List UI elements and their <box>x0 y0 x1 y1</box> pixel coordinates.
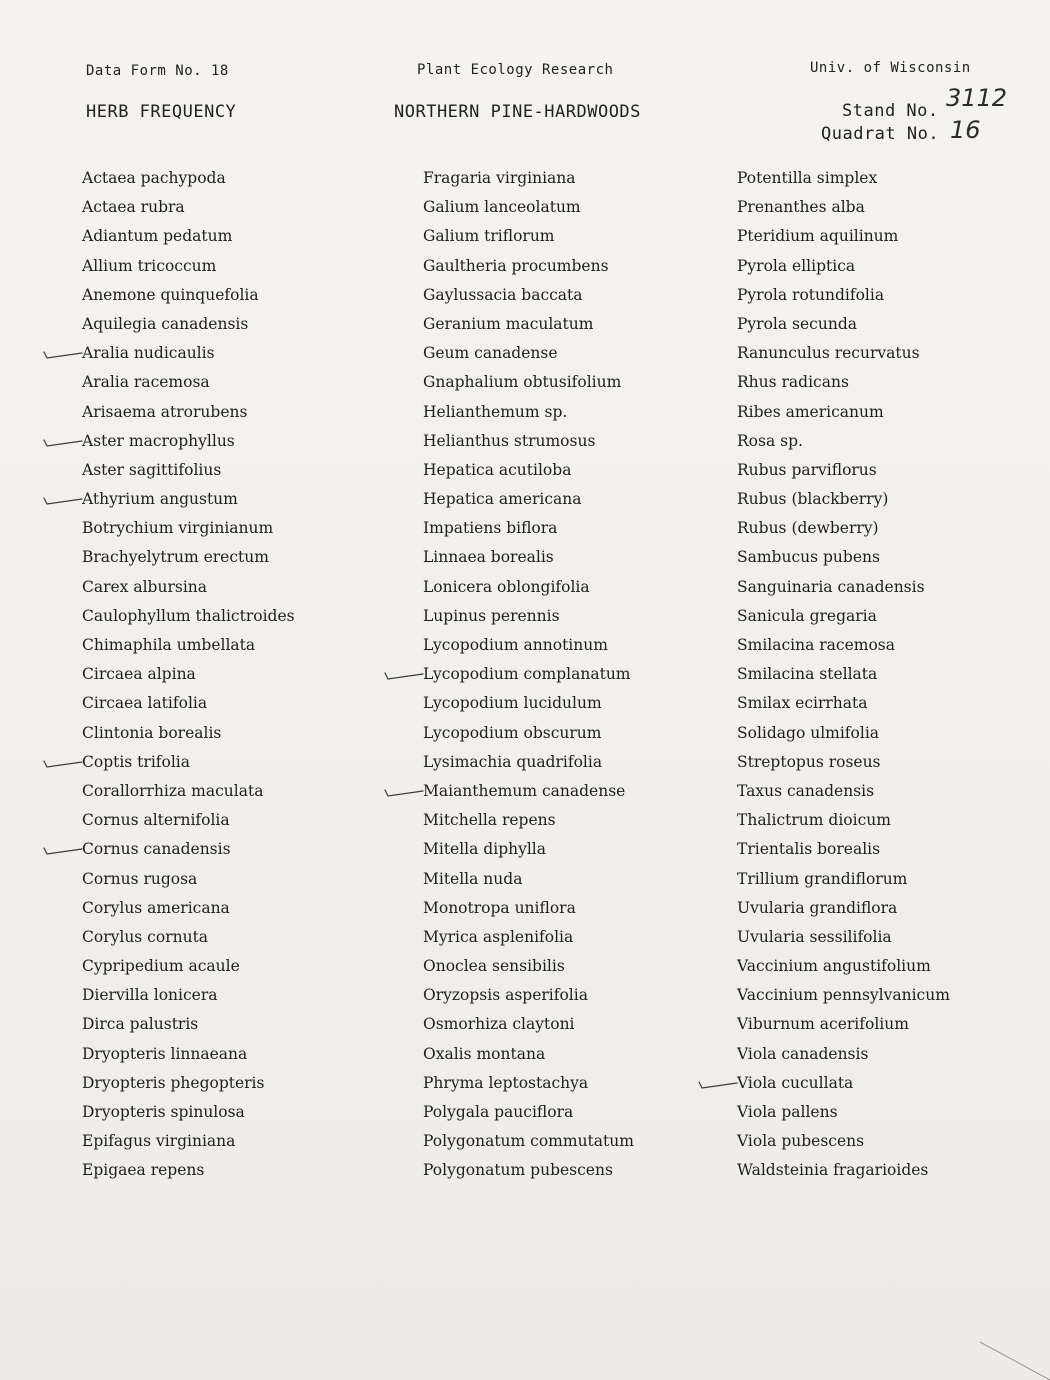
species-row <box>423 573 634 602</box>
species-name: Viola pubescens <box>737 1132 865 1151</box>
species-row <box>737 602 950 631</box>
species-name: Trillium grandiflorum <box>737 869 908 888</box>
species-row <box>423 1156 634 1185</box>
species-row <box>423 660 634 689</box>
species-row <box>737 222 950 251</box>
species-name: Carex albursina <box>82 577 207 596</box>
species-name: Uvularia grandiflora <box>737 898 898 917</box>
species-name: Rubus parviflorus <box>737 460 877 479</box>
species-row <box>82 865 295 894</box>
species-row <box>82 1040 295 1069</box>
species-row <box>737 1040 950 1069</box>
species-name: Lonicera oblongifolia <box>423 577 590 596</box>
species-name: Dryopteris linnaeana <box>82 1044 248 1063</box>
species-name: Vaccinium angustifolium <box>737 957 931 976</box>
species-name: Pyrola secunda <box>737 314 857 333</box>
species-row <box>82 310 295 339</box>
species-row <box>423 835 634 864</box>
species-row <box>82 952 295 981</box>
species-name: Epifagus virginiana <box>82 1132 236 1151</box>
species-name: Myrica asplenifolia <box>423 927 574 946</box>
species-name: Aster sagittifolius <box>82 460 222 479</box>
stand-number-handwritten: 3112 <box>946 84 1008 112</box>
species-row <box>737 252 950 281</box>
species-name: Epigaea repens <box>82 1161 205 1180</box>
species-row <box>82 398 295 427</box>
species-name: Polygonatum pubescens <box>423 1161 613 1180</box>
page-corner-crease <box>960 1320 1050 1380</box>
species-name: Sambucus pubens <box>737 548 880 567</box>
species-name: Polygala pauciflora <box>423 1103 574 1121</box>
species-row <box>737 806 950 835</box>
species-row <box>423 222 634 251</box>
species-row <box>423 806 634 835</box>
species-name: Potentilla simplex <box>737 169 878 187</box>
species-name: Smilax ecirrhata <box>737 694 868 713</box>
species-name: Galium triflorum <box>423 227 555 246</box>
species-row <box>423 368 634 397</box>
species-row <box>737 485 950 514</box>
species-name: Onoclea sensibilis <box>423 957 565 976</box>
species-row <box>423 952 634 981</box>
species-row <box>82 748 295 777</box>
form-number: Data Form No. 18 <box>86 63 229 79</box>
species-name: Diervilla lonicera <box>82 986 218 1005</box>
species-name: Fragaria virginiana <box>423 169 576 187</box>
species-name: Lupinus perennis <box>423 606 560 625</box>
species-row <box>82 222 295 251</box>
species-row <box>82 806 295 835</box>
species-row <box>423 398 634 427</box>
species-row <box>423 923 634 952</box>
species-row <box>737 660 950 689</box>
species-name: Viola cucullata <box>737 1073 854 1092</box>
species-name: Lycopodium lucidulum <box>423 694 602 713</box>
species-row <box>82 485 295 514</box>
species-name: Corylus cornuta <box>82 927 209 946</box>
species-row <box>737 1098 950 1127</box>
species-row <box>423 310 634 339</box>
species-name: Coptis trifolia <box>82 752 191 771</box>
species-row <box>737 368 950 397</box>
species-row <box>423 164 634 193</box>
checkmark-icon <box>383 784 425 798</box>
organization: Plant Ecology Research <box>417 62 614 78</box>
checkmark-icon <box>42 492 84 506</box>
species-row <box>82 1156 295 1185</box>
species-name: Oxalis montana <box>423 1044 546 1063</box>
species-row <box>82 719 295 748</box>
checkmark-icon <box>42 346 84 360</box>
species-name: Caulophyllum thalictroides <box>82 606 295 625</box>
species-name: Geranium maculatum <box>423 314 594 333</box>
stand-label: Stand No. <box>842 101 939 121</box>
species-row <box>737 427 950 456</box>
species-name: Arisaema atrorubens <box>82 402 248 421</box>
species-row <box>423 1069 634 1098</box>
species-column-3 <box>737 164 950 1186</box>
species-row <box>82 543 295 572</box>
species-row <box>737 952 950 981</box>
species-row <box>737 1156 950 1185</box>
species-row <box>423 1040 634 1069</box>
checkmark-icon <box>383 667 425 681</box>
species-name: Corallorrhiza maculata <box>82 781 264 800</box>
quadrat-number-handwritten: 16 <box>950 116 981 144</box>
species-row <box>82 1010 295 1039</box>
species-row <box>423 252 634 281</box>
species-name: Linnaea borealis <box>423 548 554 567</box>
species-name: Sanguinaria canadensis <box>737 577 925 596</box>
species-name: Pteridium aquilinum <box>737 227 899 246</box>
species-name: Pyrola elliptica <box>737 256 856 275</box>
species-name: Cornus alternifolia <box>82 811 230 830</box>
species-row <box>737 777 950 806</box>
species-row <box>423 1010 634 1039</box>
species-row <box>82 164 295 193</box>
species-name: Ribes americanum <box>737 402 884 421</box>
species-row <box>82 631 295 660</box>
species-row <box>82 835 295 864</box>
species-row <box>82 252 295 281</box>
species-row <box>82 777 295 806</box>
species-row <box>737 573 950 602</box>
species-row <box>82 193 295 222</box>
species-row <box>737 748 950 777</box>
species-name: Smilacina racemosa <box>737 636 895 654</box>
university: Univ. of Wisconsin <box>810 60 971 76</box>
species-row <box>423 748 634 777</box>
species-row <box>737 631 950 660</box>
species-name: Gaultheria procumbens <box>423 256 609 275</box>
species-name: Osmorhiza claytoni <box>423 1015 575 1034</box>
species-name: Hepatica americana <box>423 490 582 509</box>
species-name: Rubus (blackberry) <box>737 490 889 509</box>
quadrat-label: Quadrat No. <box>821 124 940 144</box>
species-name: Viola pallens <box>737 1103 838 1121</box>
species-row <box>82 368 295 397</box>
species-row <box>82 1069 295 1098</box>
species-row <box>737 923 950 952</box>
species-row <box>423 514 634 543</box>
species-row <box>737 1010 950 1039</box>
species-row <box>737 164 950 193</box>
species-row <box>737 339 950 368</box>
species-row <box>423 894 634 923</box>
species-row <box>737 1127 950 1156</box>
species-row <box>82 427 295 456</box>
species-name: Mitella nuda <box>423 869 523 888</box>
species-name: Lysimachia quadrifolia <box>423 752 603 771</box>
species-name: Monotropa uniflora <box>423 898 576 917</box>
species-name: Aster macrophyllus <box>82 431 235 450</box>
species-name: Cypripedium acaule <box>82 957 240 976</box>
species-name: Polygonatum commutatum <box>423 1132 634 1151</box>
species-row <box>737 719 950 748</box>
species-name: Mitchella repens <box>423 811 556 830</box>
species-name: Lycopodium complanatum <box>423 665 631 684</box>
species-name: Hepatica acutiloba <box>423 460 572 479</box>
species-name: Lycopodium obscurum <box>423 723 602 742</box>
species-row <box>423 281 634 310</box>
species-row <box>82 894 295 923</box>
species-name: Impatiens biflora <box>423 519 558 538</box>
species-name: Sanicula gregaria <box>737 606 877 625</box>
species-row <box>423 339 634 368</box>
species-name: Helianthemum sp. <box>423 402 568 421</box>
species-row <box>423 602 634 631</box>
species-name: Trientalis borealis <box>737 840 881 859</box>
species-name: Rhus radicans <box>737 373 849 392</box>
form-title: HERB FREQUENCY <box>86 102 237 122</box>
species-name: Streptopus roseus <box>737 752 881 771</box>
species-name: Aquilegia canadensis <box>82 314 249 333</box>
species-row <box>423 1127 634 1156</box>
species-row <box>737 865 950 894</box>
species-row <box>82 514 295 543</box>
species-name: Cornus rugosa <box>82 869 198 888</box>
species-row <box>82 281 295 310</box>
species-name: Actaea pachypoda <box>82 169 226 187</box>
species-row <box>423 427 634 456</box>
species-row <box>737 310 950 339</box>
species-name: Smilacina stellata <box>737 665 878 684</box>
species-row <box>737 514 950 543</box>
species-row <box>423 543 634 572</box>
species-row <box>737 981 950 1010</box>
species-name: Circaea alpina <box>82 665 196 684</box>
species-name: Dirca palustris <box>82 1015 199 1034</box>
species-row <box>737 1069 950 1098</box>
species-row <box>82 456 295 485</box>
species-row <box>82 1098 295 1127</box>
species-name: Helianthus strumosus <box>423 431 596 450</box>
species-name: Thalictrum dioicum <box>737 811 891 830</box>
species-name: Viola canadensis <box>737 1044 869 1063</box>
species-name: Athyrium angustum <box>82 490 238 509</box>
species-row <box>423 193 634 222</box>
checkmark-icon <box>42 434 84 448</box>
species-name: Botrychium virginianum <box>82 519 274 538</box>
species-row <box>82 602 295 631</box>
species-name: Aralia racemosa <box>82 373 210 392</box>
species-name: Circaea latifolia <box>82 694 208 713</box>
species-name: Vaccinium pennsylvanicum <box>737 986 950 1005</box>
species-name: Lycopodium annotinum <box>423 636 608 654</box>
species-name: Maianthemum canadense <box>423 781 626 800</box>
species-name: Adiantum pedatum <box>82 227 233 246</box>
species-row <box>82 339 295 368</box>
species-row <box>82 689 295 718</box>
species-name: Mitella diphylla <box>423 840 547 859</box>
species-name: Actaea rubra <box>82 198 185 217</box>
species-row <box>737 894 950 923</box>
species-name: Corylus americana <box>82 898 230 917</box>
species-name: Uvularia sessilifolia <box>737 927 892 946</box>
checkmark-icon <box>42 842 84 856</box>
species-row <box>423 485 634 514</box>
species-row <box>423 1098 634 1127</box>
species-row <box>737 456 950 485</box>
species-name: Solidago ulmifolia <box>737 723 880 742</box>
species-row <box>737 543 950 572</box>
species-name: Geum canadense <box>423 344 558 363</box>
species-column-1 <box>82 164 295 1186</box>
checkmark-icon <box>697 1076 739 1090</box>
species-row <box>737 398 950 427</box>
species-name: Chimaphila umbellata <box>82 636 256 654</box>
species-name: Galium lanceolatum <box>423 198 581 217</box>
species-name: Gaylussacia baccata <box>423 285 583 304</box>
species-name: Prenanthes alba <box>737 198 865 217</box>
species-row <box>423 981 634 1010</box>
species-row <box>737 193 950 222</box>
species-name: Aralia nudicaulis <box>82 344 215 363</box>
species-name: Cornus canadensis <box>82 840 231 859</box>
species-name: Gnaphalium obtusifolium <box>423 373 622 392</box>
species-row <box>423 719 634 748</box>
species-name: Rosa sp. <box>737 431 803 450</box>
species-name: Brachyelytrum erectum <box>82 548 269 567</box>
species-name: Phryma leptostachya <box>423 1073 589 1092</box>
checkmark-icon <box>42 755 84 769</box>
species-row <box>423 456 634 485</box>
species-name: Viburnum acerifolium <box>737 1015 909 1034</box>
species-name: Ranunculus recurvatus <box>737 344 920 363</box>
species-row <box>737 281 950 310</box>
species-row <box>82 1127 295 1156</box>
species-row <box>82 923 295 952</box>
species-row <box>82 660 295 689</box>
species-name: Taxus canadensis <box>737 781 875 800</box>
species-name: Oryzopsis asperifolia <box>423 986 588 1005</box>
species-name: Dryopteris spinulosa <box>82 1103 245 1121</box>
species-row <box>82 981 295 1010</box>
species-name: Dryopteris phegopteris <box>82 1073 265 1092</box>
species-row <box>423 777 634 806</box>
species-row <box>737 689 950 718</box>
species-name: Pyrola rotundifolia <box>737 285 885 304</box>
species-name: Anemone quinquefolia <box>82 285 259 304</box>
species-row <box>423 631 634 660</box>
species-name: Allium tricoccum <box>82 256 217 275</box>
species-row <box>423 689 634 718</box>
species-name: Clintonia borealis <box>82 723 222 742</box>
species-column-2 <box>423 164 634 1186</box>
species-name: Waldsteinia fragarioides <box>737 1161 929 1180</box>
species-name: Rubus (dewberry) <box>737 519 879 538</box>
species-row <box>82 573 295 602</box>
community-title: NORTHERN PINE-HARDWOODS <box>394 102 641 122</box>
species-row <box>423 865 634 894</box>
species-row <box>737 835 950 864</box>
